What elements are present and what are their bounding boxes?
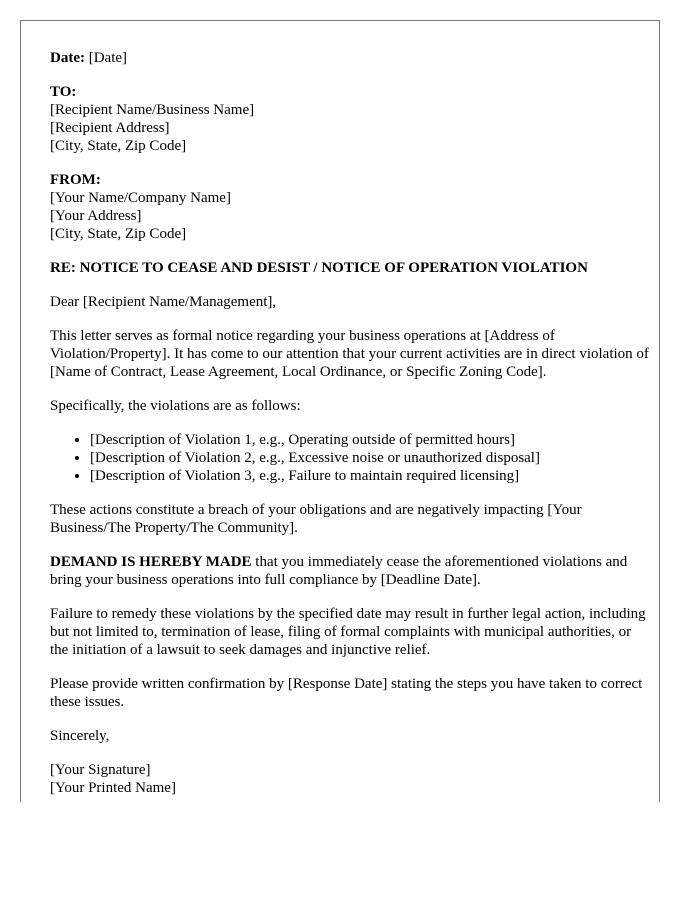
recipient-city: [City, State, Zip Code] (50, 138, 187, 154)
letter-page (20, 20, 660, 802)
recipient-name: [Recipient Name/Business Name] (50, 102, 255, 118)
violation-item: • [Description of Violation 1, e.g., Operating outside of permitted hours] (90, 431, 650, 449)
demand-emphasis: DEMAND IS HEREBY MADE (50, 554, 252, 570)
signature-block (50, 761, 650, 797)
violation-item: • [Description of Violation 3, e.g., Failure to maintain required licensing] (90, 467, 650, 485)
violations-list (50, 431, 650, 485)
subject-line: RE: NOTICE TO CEASE AND DESIST / NOTICE OF OPERATION VIOLATION (50, 260, 588, 276)
letter-content (50, 49, 650, 802)
from-heading: FROM: (50, 172, 101, 188)
failure-paragraph: Failure to remedy these violations by the specified date may result in further legal action, including but not limited to, termination of lease, filing of formal complaints with municipal authorities, or the initiation of a lawsuit to seek damages and injunctive relief. (50, 606, 646, 658)
sender-name: [Your Name/Company Name] (50, 190, 231, 206)
violation-item: • [Description of Violation 2, e.g., Excessive noise or unauthorized disposal] (90, 449, 650, 467)
salutation: Dear [Recipient Name/Management], (50, 294, 277, 310)
breach-paragraph: These actions constitute a breach of your obligations and are negatively impacting [Your Business/The Property/The Community]. (50, 502, 582, 536)
date-label: Date: (50, 50, 85, 66)
signature-line: [Your Signature] (50, 762, 151, 778)
intro-paragraph: This letter serves as formal notice regarding your business operations at [Address of Violation/Property]. It has come to our attention that your current activities are in direct violation of [Name of Contract, Lease Agreement, Local Ordinance, or Specific Zoning Code]. (50, 328, 649, 380)
sender-block (50, 171, 650, 243)
confirmation-paragraph: Please provide written confirmation by [Response Date] stating the steps you have taken to correct these issues. (50, 676, 643, 710)
date-value: [Date] (88, 50, 128, 66)
printed-name-line: [Your Printed Name] (50, 780, 176, 796)
to-heading: TO: (50, 84, 77, 100)
violations-intro: Specifically, the violations are as follows: (50, 398, 301, 414)
date-line (50, 49, 650, 67)
recipient-block (50, 83, 650, 155)
demand-paragraph (50, 553, 650, 589)
sender-city: [City, State, Zip Code] (50, 226, 187, 242)
closing: Sincerely, (50, 728, 110, 744)
demand-text: that you immediately cease the aforementioned violations and bring your business operations into full compliance by [Deadline Date]. (50, 554, 628, 588)
recipient-address: [Recipient Address] (50, 120, 170, 136)
sender-address: [Your Address] (50, 208, 142, 224)
